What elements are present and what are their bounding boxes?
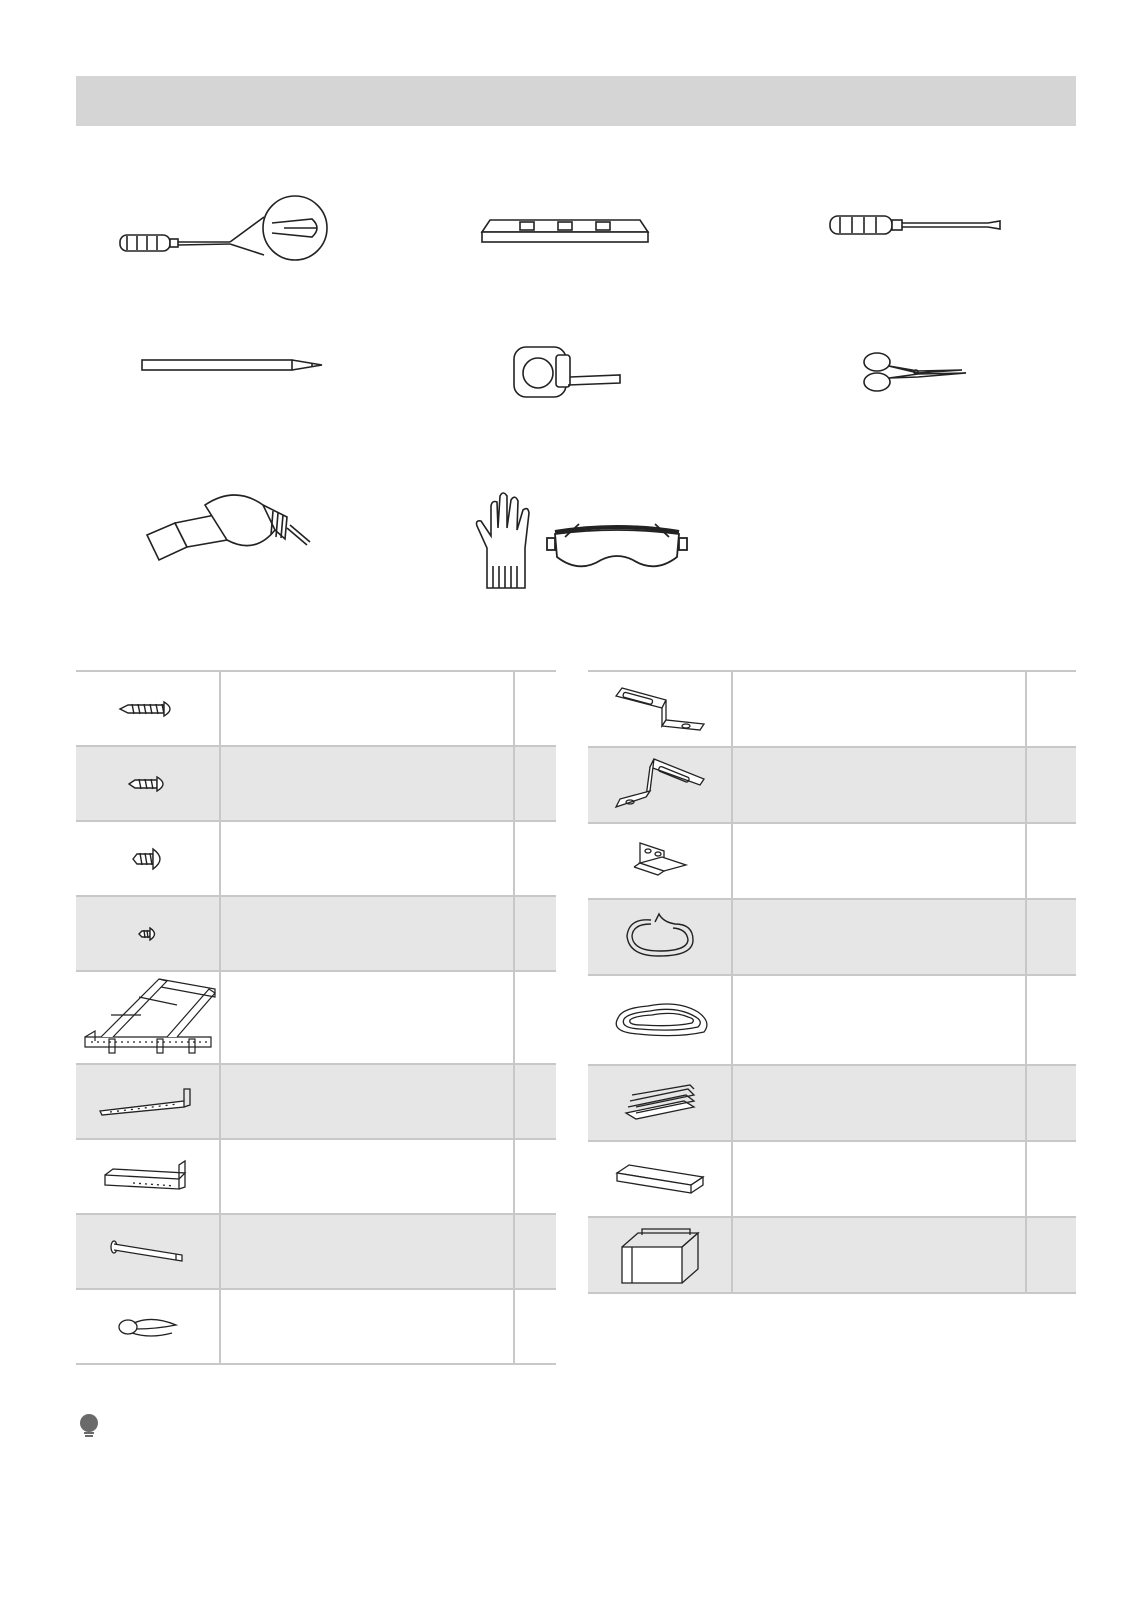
part-description	[220, 671, 514, 746]
short-rail-icon	[76, 1139, 220, 1214]
tape-measure-icon	[512, 343, 627, 403]
foam-strips-icon	[588, 1065, 732, 1141]
drain-box-icon	[588, 1217, 732, 1293]
part-description	[732, 899, 1026, 975]
pencil-icon	[140, 355, 325, 375]
long-screw-icon	[76, 671, 220, 746]
safety-goggles-icon	[545, 512, 690, 577]
gloves-icon	[473, 488, 543, 593]
table-row	[588, 975, 1076, 1065]
table-row	[76, 896, 556, 971]
part-quantity	[1026, 1217, 1076, 1293]
part-quantity	[1026, 899, 1076, 975]
table-row	[76, 821, 556, 896]
part-description	[732, 1141, 1026, 1217]
part-quantity	[514, 671, 556, 746]
section-header-bar	[76, 76, 1076, 126]
table-row	[76, 1214, 556, 1289]
table-row	[588, 823, 1076, 899]
part-description	[732, 1217, 1026, 1293]
table-row	[588, 1065, 1076, 1141]
part-quantity	[514, 1139, 556, 1214]
level-icon	[480, 210, 650, 245]
z-bracket-icon	[588, 671, 732, 747]
part-quantity	[514, 1214, 556, 1289]
part-description	[732, 1065, 1026, 1141]
small-seal-loop-icon	[588, 899, 732, 975]
table-row	[588, 1141, 1076, 1217]
l-bracket-icon	[588, 823, 732, 899]
part-quantity	[514, 896, 556, 971]
truss-screw-icon	[76, 821, 220, 896]
large-seal-loop-icon	[588, 975, 732, 1065]
medium-screw-icon	[76, 746, 220, 821]
table-row	[76, 746, 556, 821]
part-quantity	[1026, 1141, 1076, 1217]
part-description	[220, 1064, 514, 1139]
flat-screwdriver-icon	[828, 210, 1008, 240]
part-description	[220, 746, 514, 821]
part-description	[732, 671, 1026, 747]
table-row	[76, 671, 556, 746]
part-description	[220, 821, 514, 896]
phillips-screwdriver-icon	[112, 195, 342, 270]
part-quantity	[1026, 1065, 1076, 1141]
part-quantity	[514, 821, 556, 896]
table-row	[76, 1064, 556, 1139]
part-quantity	[514, 971, 556, 1064]
parts-table-right	[588, 670, 1076, 1294]
part-description	[220, 1214, 514, 1289]
z-bracket-reverse-icon	[588, 747, 732, 823]
table-row	[76, 1289, 556, 1364]
long-rail-icon	[76, 1064, 220, 1139]
table-row	[76, 1139, 556, 1214]
lightbulb-icon	[79, 1414, 99, 1443]
part-quantity	[1026, 747, 1076, 823]
part-description	[220, 971, 514, 1064]
table-row	[588, 747, 1076, 823]
short-screw-icon	[76, 896, 220, 971]
part-description	[220, 896, 514, 971]
part-quantity	[1026, 671, 1076, 747]
part-description	[732, 823, 1026, 899]
part-quantity	[1026, 975, 1076, 1065]
part-description	[732, 975, 1026, 1065]
part-quantity	[1026, 823, 1076, 899]
part-quantity	[514, 746, 556, 821]
foam-block-icon	[588, 1141, 732, 1217]
part-quantity	[514, 1289, 556, 1364]
table-row	[588, 1217, 1076, 1293]
part-description	[220, 1289, 514, 1364]
clip-icon	[76, 1289, 220, 1364]
frame-bracket-icon	[76, 971, 220, 1064]
part-description	[220, 1139, 514, 1214]
table-row	[76, 971, 556, 1064]
part-description	[732, 747, 1026, 823]
scissors-icon	[862, 350, 972, 395]
part-quantity	[514, 1064, 556, 1139]
table-row	[588, 899, 1076, 975]
table-row	[588, 671, 1076, 747]
power-drill-icon	[145, 485, 345, 585]
parts-table-left	[76, 670, 556, 1365]
pin-icon	[76, 1214, 220, 1289]
